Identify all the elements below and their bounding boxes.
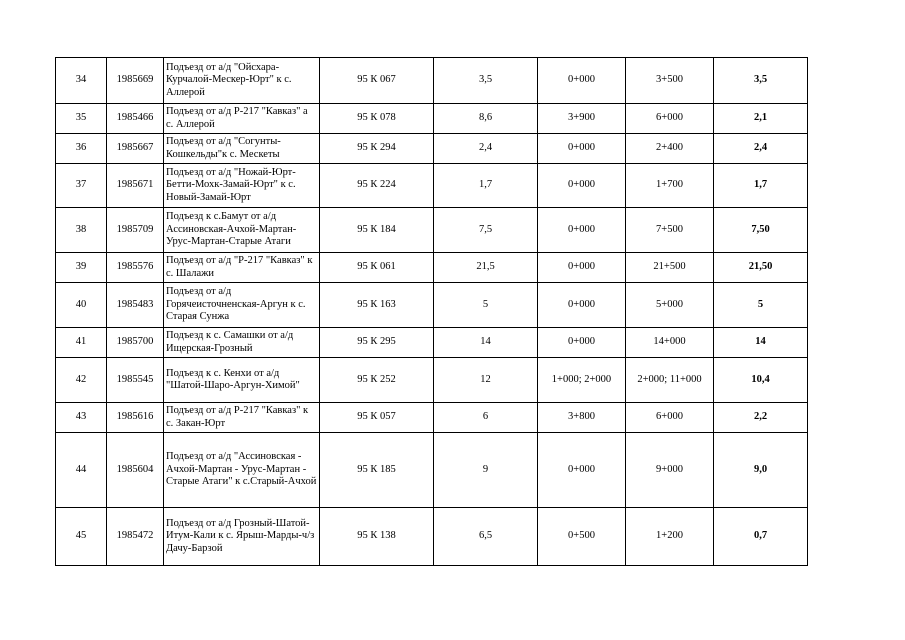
road-name-cell: Подъезд к с.Бамут от а/д Ассиновская-Ачхой-Мартан-Урус-Мартан-Старые Атаги [164,208,320,253]
end-km-cell: 9+000 [626,433,714,508]
start-km-cell: 0+000 [538,253,626,283]
value-cell: 2,2 [714,403,808,433]
road-id-cell: 95 К 163 [320,283,434,328]
row-number-cell: 41 [56,328,107,358]
end-km-cell: 1+700 [626,164,714,208]
row-number-cell: 35 [56,104,107,134]
table-body [56,58,808,566]
table-row [56,253,808,283]
length-cell: 5 [434,283,538,328]
length-cell: 6,5 [434,508,538,566]
end-km-cell: 14+000 [626,328,714,358]
length-cell: 6 [434,403,538,433]
start-km-cell: 0+500 [538,508,626,566]
table-row [56,58,808,104]
end-km-cell: 2+400 [626,134,714,164]
length-cell: 8,6 [434,104,538,134]
row-number-cell: 37 [56,164,107,208]
end-km-cell: 2+000; 11+000 [626,358,714,403]
end-km-cell: 5+000 [626,283,714,328]
end-km-cell: 3+500 [626,58,714,104]
value-cell: 5 [714,283,808,328]
code-cell: 1985669 [107,58,164,104]
road-id-cell: 95 К 057 [320,403,434,433]
start-km-cell: 0+000 [538,164,626,208]
length-cell: 14 [434,328,538,358]
road-id-cell: 95 К 252 [320,358,434,403]
road-id-cell: 95 К 224 [320,164,434,208]
row-number-cell: 45 [56,508,107,566]
value-cell: 9,0 [714,433,808,508]
road-name-cell: Подъезд от а/д Грозный-Шатой-Итум-Кали к с. Ярыш-Марды-ч/з Дачу-Барзой [164,508,320,566]
row-number-cell: 42 [56,358,107,403]
road-name-cell: Подъезд от а/д Р-217 "Кавказ" к с. Закан-Юрт [164,403,320,433]
value-cell: 2,1 [714,104,808,134]
road-name-cell: Подъезд от а/д "Ножай-Юрт-Бетти-Мохк-Замай-Юрт" к с. Новый-Замай-Юрт [164,164,320,208]
table-row [56,134,808,164]
length-cell: 1,7 [434,164,538,208]
end-km-cell: 21+500 [626,253,714,283]
value-cell: 3,5 [714,58,808,104]
row-number-cell: 44 [56,433,107,508]
start-km-cell: 0+000 [538,328,626,358]
code-cell: 1985472 [107,508,164,566]
road-name-cell: Подъезд к с. Кенхи от а/д "Шатой-Шаро-Аргун-Химой" [164,358,320,403]
row-number-cell: 38 [56,208,107,253]
row-number-cell: 43 [56,403,107,433]
road-name-cell: Подъезд от а/д "Ассиновская - Ачхой-Мартан - Урус-Мартан - Старые Атаги" к с.Старый-Ачхой [164,433,320,508]
road-name-cell: Подъезд от а/д Горячеисточненская-Аргун к с. Старая Сунжа [164,283,320,328]
road-name-cell: Подъезд от а/д "Р-217 "Кавказ" к с. Шалажи [164,253,320,283]
table-row [56,283,808,328]
road-name-cell: Подъезд от а/д "Ойсхара-Курчалой-Мескер-Юрт" к с. Аллерой [164,58,320,104]
road-table [55,57,808,566]
end-km-cell: 7+500 [626,208,714,253]
code-cell: 1985483 [107,283,164,328]
value-cell: 0,7 [714,508,808,566]
row-number-cell: 40 [56,283,107,328]
code-cell: 1985616 [107,403,164,433]
road-id-cell: 95 К 061 [320,253,434,283]
start-km-cell: 3+900 [538,104,626,134]
table-row [56,403,808,433]
road-name-cell: Подъезд от а/д "Согунты-Кошкельды"к с. Мескеты [164,134,320,164]
row-number-cell: 36 [56,134,107,164]
value-cell: 14 [714,328,808,358]
start-km-cell: 0+000 [538,134,626,164]
code-cell: 1985671 [107,164,164,208]
table-row [56,208,808,253]
length-cell: 12 [434,358,538,403]
start-km-cell: 0+000 [538,433,626,508]
code-cell: 1985545 [107,358,164,403]
length-cell: 21,5 [434,253,538,283]
road-id-cell: 95 К 138 [320,508,434,566]
road-id-cell: 95 К 185 [320,433,434,508]
road-id-cell: 95 К 067 [320,58,434,104]
table-row [56,328,808,358]
start-km-cell: 0+000 [538,208,626,253]
row-number-cell: 39 [56,253,107,283]
table-row [56,164,808,208]
value-cell: 2,4 [714,134,808,164]
road-id-cell: 95 К 184 [320,208,434,253]
road-id-cell: 95 К 294 [320,134,434,164]
road-name-cell: Подъезд к с. Самашки от а/д Ищерская-Грозный [164,328,320,358]
row-number-cell: 34 [56,58,107,104]
end-km-cell: 1+200 [626,508,714,566]
value-cell: 1,7 [714,164,808,208]
code-cell: 1985604 [107,433,164,508]
code-cell: 1985700 [107,328,164,358]
road-name-cell: Подъезд от а/д Р-217 "Кавказ" а с. Аллерой [164,104,320,134]
table-row [56,508,808,566]
code-cell: 1985709 [107,208,164,253]
start-km-cell: 0+000 [538,283,626,328]
length-cell: 7,5 [434,208,538,253]
length-cell: 2,4 [434,134,538,164]
value-cell: 7,50 [714,208,808,253]
code-cell: 1985667 [107,134,164,164]
value-cell: 21,50 [714,253,808,283]
start-km-cell: 0+000 [538,58,626,104]
start-km-cell: 1+000; 2+000 [538,358,626,403]
code-cell: 1985576 [107,253,164,283]
table-row [56,358,808,403]
start-km-cell: 3+800 [538,403,626,433]
value-cell: 10,4 [714,358,808,403]
length-cell: 3,5 [434,58,538,104]
code-cell: 1985466 [107,104,164,134]
table-row [56,104,808,134]
table-row [56,433,808,508]
end-km-cell: 6+000 [626,104,714,134]
end-km-cell: 6+000 [626,403,714,433]
length-cell: 9 [434,433,538,508]
road-id-cell: 95 К 295 [320,328,434,358]
road-id-cell: 95 К 078 [320,104,434,134]
